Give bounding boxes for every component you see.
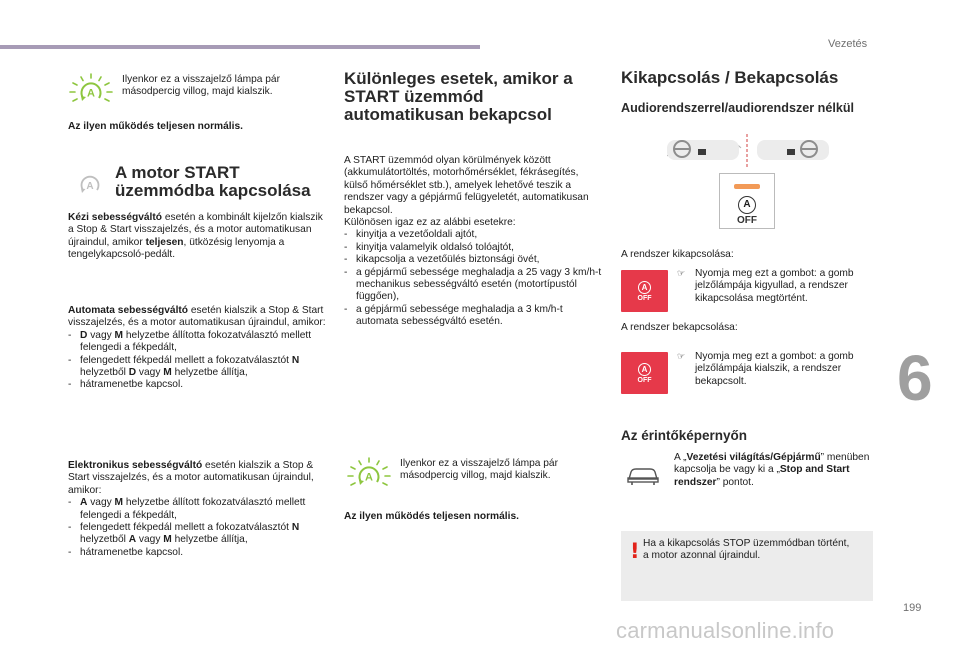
subheading-audio: Audiorendszerrel/audiorendszer nélkül (621, 101, 855, 115)
indicator-text: Ilyenkor ez a visszajelző lámpa pár másodpercig villog, majd kialszik. (122, 74, 280, 98)
list-item: - a gépjármű sebessége meghaladja a 3 km/h-t automata sebességváltó esetén. (344, 303, 563, 328)
off-label: OFF (737, 215, 757, 226)
button-indicator-light (734, 184, 760, 189)
stop-start-icon: A (738, 196, 756, 214)
automatic-gearbox-para (68, 305, 328, 392)
off-button-off (621, 352, 668, 394)
activate-label: A rendszer bekapcsolása: (621, 322, 738, 333)
watermark: carmanualsonline.info (616, 618, 835, 643)
list-item: - D vagy M helyzetbe állította fokozatválasztó mellett felengedi a fékpedált, (68, 329, 312, 354)
manual-label: Kézi sebességváltó (68, 212, 162, 223)
manual-emphasis: teljesen (145, 236, 184, 248)
list-item: - A vagy M helyzetbe állított fokozatválasztó mellett felengedi a fékpedált, (68, 497, 306, 521)
bullet-icon: ☞ (677, 269, 686, 279)
auto-text: esetén kialszik a Stop & Start visszajelzés, és a motor automatikusan újraindul, amikor: (68, 305, 326, 329)
manual-text: esetén a kombinált kijelzőn kialszik a Stop & Start visszajelzés, és a motor automatikusan újraindul, amikor (68, 212, 323, 248)
special-cases-para (344, 155, 602, 329)
off-label: OFF (637, 376, 652, 384)
list-item: - felengedett fékpedál mellett a fokozatválasztót N helyzetből D vagy M helyzetbe állítja, (68, 354, 300, 379)
list-item: - hátramenetbe kapcsol. (68, 546, 184, 558)
stop-start-icon: A (638, 363, 651, 376)
off-button-on (621, 270, 668, 312)
heading-start-mode: A motor START üzemmódba kapcsolása (115, 163, 311, 200)
list-item: - kikapcsolja a vezetőülés biztonsági övét, (344, 254, 540, 266)
list-item: - hátramenetbe kapcsol. (68, 379, 184, 391)
indicator-text: Ilyenkor ez a visszajelző lámpa pár másodpercig villog, majd kialszik. (400, 458, 558, 482)
deactivate-text: Nyomja meg ezt a gombot: a gomb jelzőlámpája kigyullad, a rendszer kikapcsolása megtörtént. (695, 268, 854, 304)
normal-note: Az ilyen működés teljesen normális. (344, 511, 519, 522)
bullet-icon: ☞ (677, 352, 686, 362)
chapter-number: 6 (897, 342, 933, 414)
warning-box (621, 531, 873, 601)
special-text: Különösen igaz ez az alábbi esetekre: (344, 217, 516, 229)
elec-label: Elektronikus sebességváltó (68, 460, 203, 471)
car-icon (626, 464, 660, 486)
auto-label: Automata sebességváltó (68, 305, 189, 316)
electronic-gearbox-para (68, 460, 328, 559)
list-item: - kinyitja a vezetőoldali ajtót, (344, 229, 478, 241)
svg-text:A: A (87, 87, 95, 100)
heading-touchscreen: Az érintőképernyőn (621, 428, 748, 443)
off-label: OFF (637, 294, 652, 302)
header-bar (0, 45, 480, 49)
stop-start-icon: A (638, 281, 651, 294)
warning-icon: ! (630, 539, 640, 563)
list-item: - felengedett fékpedál mellett a fokozatválasztót N helyzetből A vagy M helyzetbe állítja, (68, 522, 300, 546)
stop-start-active-icon (68, 72, 114, 108)
activate-text: Nyomja meg ezt a gombot: a gomb jelzőlámpája kialszik, a rendszer bekapcsolt. (695, 351, 854, 387)
warning-text: Ha a kikapcsolás STOP üzemmódban történt, a motor azonnal újraindul. (643, 538, 850, 562)
manual-gearbox-para (68, 212, 328, 262)
heading-special-cases: Különleges esetek, amikor a START üzemmód automatikusan bekapcsol (344, 69, 573, 124)
section-title: Vezetés (828, 38, 868, 50)
indicator-row (346, 456, 580, 492)
elec-text: esetén kialszik a Stop & Start visszajelzés, és a motor automatikusan újraindul, amikor: (68, 460, 314, 496)
deactivate-label: A rendszer kikapcsolása: (621, 249, 734, 260)
normal-note: Az ilyen működés teljesen normális. (68, 121, 243, 132)
manual-text-end: , ütközésig lenyomja a tengelykapcsoló-pedált. (68, 236, 285, 261)
svg-text:A: A (365, 471, 373, 484)
list-item: - a gépjármű sebessége meghaladja a 25 vagy 3 km/h-t mechanikus sebességváltó esetén (motortípustól függően), (344, 266, 602, 303)
touchscreen-text: A „Vezetési világítás/Gépjármű” menüben kapcsolja be vagy ki a „Stop and Start rendszer” pontot. (674, 452, 870, 488)
stop-start-active-icon (346, 456, 392, 492)
heading-on-off: Kikapcsolás / Bekapcsolás (621, 68, 839, 87)
list-item: - kinyitja valamelyik oldalsó tolóajtót, (344, 241, 514, 253)
stop-start-icon (78, 172, 102, 196)
svg-text:A: A (86, 181, 94, 192)
indicator-row (68, 72, 307, 108)
page-number: 199 (903, 602, 922, 614)
intro-text: A START üzemmód olyan körülmények között (akkumulátortöltés, motorhőmérséklet, fékrásegítés, külső hőmérséklet stb.), amelyek lehetővé teszik a rendszer vagy a gépjármű felügyeletét, automatikusan bekapcsol. (344, 155, 589, 216)
stop-start-off-button-large (719, 173, 775, 229)
dashboard-illustration (667, 134, 847, 168)
